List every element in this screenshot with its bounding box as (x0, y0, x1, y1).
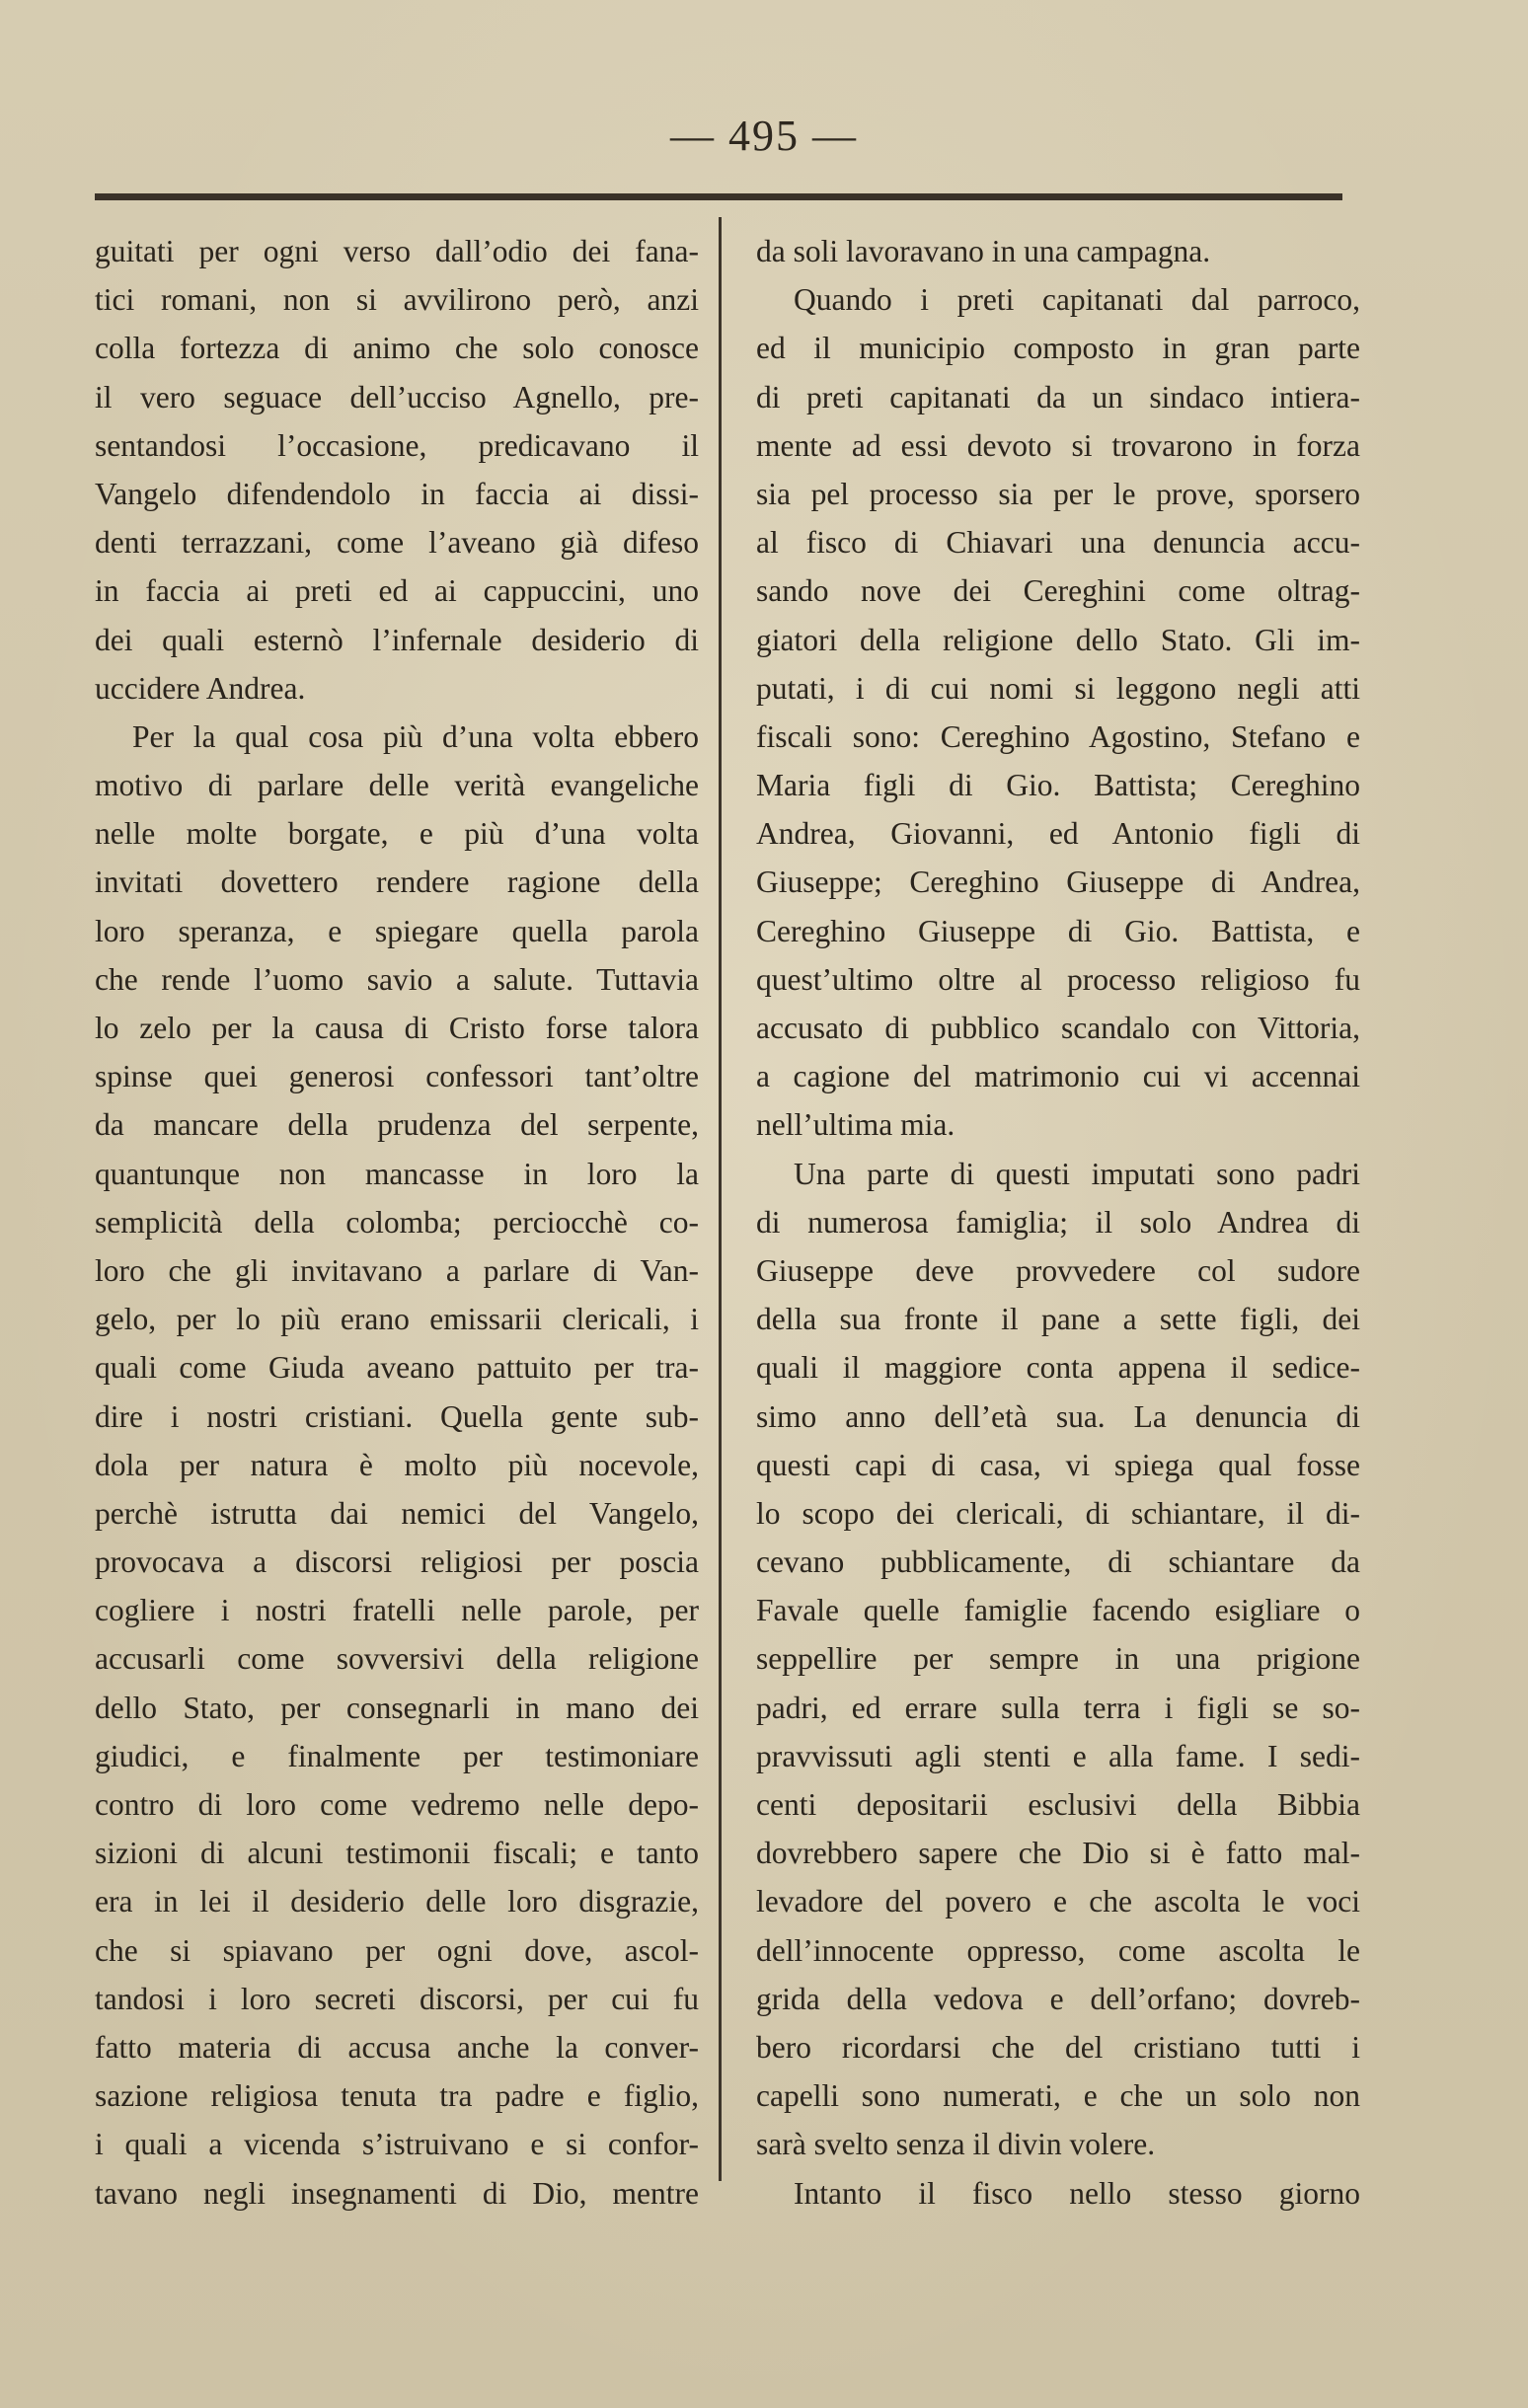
text-line: centi depositarii esclusivi della Bibbia (756, 1787, 1360, 1822)
text-line: sia pel processo sia per le prove, sporsero (756, 476, 1360, 511)
text-line: Maria figli di Gio. Battista; Cereghino (756, 768, 1360, 803)
text-line: a cagione del matrimonio cui vi accennai (756, 1059, 1360, 1094)
text-line: sentandosi l’occasione, predicavano il (95, 427, 699, 463)
text-line: di preti capitanati da un sindaco intiera- (756, 379, 1360, 414)
text-line: questi capi di casa, vi spiega qual fosse (756, 1447, 1360, 1482)
text-line: gelo, per lo più erano emissarii clericali, i (95, 1302, 699, 1337)
text-line: da soli lavoravano in una campagna. (756, 234, 1211, 268)
text-line: sarà svelto senza il divin volere. (756, 2127, 1156, 2162)
text-line: invitati dovettero rendere ragione della (95, 865, 699, 900)
text-line: colla fortezza di animo che solo conosce (95, 331, 699, 366)
text-line: nelle molte borgate, e più d’una volta (95, 816, 699, 852)
text-line: il vero seguace dell’ucciso Agnello, pre- (95, 379, 699, 414)
right-text-column (756, 227, 1360, 2211)
text-line: quali il maggiore conta appena il sedice- (756, 1350, 1360, 1386)
text-line: della sua fronte il pane a sette figli, dei (756, 1302, 1360, 1337)
text-line: cevano pubblicamente, di schiantare da (756, 1544, 1360, 1580)
text-line: Cereghino Giuseppe di Gio. Battista, e (756, 913, 1360, 948)
text-line: uccidere Andrea. (95, 670, 306, 706)
text-line: capelli sono numerati, e che un solo non (756, 2078, 1360, 2114)
text-line: accusarli come sovversivi della religione (95, 1641, 699, 1677)
text-line: Favale quelle famiglie facendo esigliare o (756, 1593, 1360, 1628)
text-line: grida della vedova e dell’orfano; dovreb- (756, 1981, 1360, 2016)
text-line: era in lei il desiderio delle loro disgrazie, (95, 1884, 699, 1919)
text-line: dello Stato, per consegnarli in mano dei (95, 1690, 699, 1725)
text-line: simo anno dell’età sua. La denuncia di (756, 1398, 1360, 1434)
text-line: dei quali esternò l’infernale desiderio di (95, 622, 699, 657)
text-line: provocava a discorsi religiosi per poscia (95, 1544, 699, 1580)
text-line: Intanto il fisco nello stesso giorno (794, 2175, 1360, 2211)
text-line: Giuseppe deve provvedere col sudore (756, 1252, 1360, 1288)
text-line: perchè istrutta dai nemici del Vangelo, (95, 1495, 699, 1531)
text-line: mente ad essi devoto si trovarono in forza (756, 427, 1360, 463)
text-line: tavano negli insegnamenti di Dio, mentre (95, 2175, 699, 2211)
text-line: in faccia ai preti ed ai cappuccini, uno (95, 573, 699, 609)
text-line: loro che gli invitavano a parlare di Van- (95, 1252, 699, 1288)
text-line: i quali a vicenda s’istruivano e si confor- (95, 2127, 699, 2162)
text-line: quest’ultimo oltre al processo religioso fu (756, 961, 1360, 997)
text-line: fiscali sono: Cereghino Agostino, Stefano e (756, 718, 1360, 754)
text-line: Per la qual cosa più d’una volta ebbero (132, 718, 699, 754)
text-line: che rende l’uomo savio a salute. Tuttavia (95, 961, 699, 997)
text-line: semplicità della colomba; perciocchè co- (95, 1204, 699, 1240)
text-line: Andrea, Giovanni, ed Antonio figli di (756, 816, 1360, 852)
text-line: motivo di parlare delle verità evangeliche (95, 768, 699, 803)
text-line: bero ricordarsi che del cristiano tutti i (756, 2029, 1360, 2065)
text-line: Giuseppe; Cereghino Giuseppe di Andrea, (756, 865, 1360, 900)
text-line: sizioni di alcuni testimonii fiscali; e tanto (95, 1836, 699, 1871)
text-line: Quando i preti capitanati dal parroco, (794, 282, 1360, 318)
text-line: levadore del povero e che ascolta le voci (756, 1884, 1360, 1919)
text-line: nell’ultima mia. (756, 1107, 955, 1143)
text-line: che si spiavano per ogni dove, ascol- (95, 1932, 699, 1968)
text-line: quali come Giuda aveano pattuito per tra- (95, 1350, 699, 1386)
text-line: sando nove dei Cereghini come oltrag- (756, 573, 1360, 609)
text-line: accusato di pubblico scandalo con Vittoria, (756, 1011, 1360, 1045)
text-line: di numerosa famiglia; il solo Andrea di (756, 1204, 1360, 1240)
text-line: sazione religiosa tenuta tra padre e figlio, (95, 2078, 699, 2114)
text-line: tici romani, non si avvilirono però, anzi (95, 282, 699, 318)
text-line: cogliere i nostri fratelli nelle parole, per (95, 1593, 699, 1628)
text-line: loro speranza, e spiegare quella parola (95, 913, 699, 948)
text-line: dola per natura è molto più nocevole, (95, 1447, 699, 1482)
text-line: da mancare della prudenza del serpente, (95, 1107, 699, 1143)
text-line: dovrebbero sapere che Dio si è fatto mal- (756, 1836, 1360, 1871)
left-text-column (95, 227, 699, 2211)
text-line: putati, i di cui nomi si leggono negli atti (756, 670, 1360, 706)
text-line: al fisco di Chiavari una denuncia accu- (756, 525, 1360, 561)
text-line: quantunque non mancasse in loro la (95, 1156, 699, 1191)
header-rule (95, 193, 1342, 200)
text-line: pravvissuti agli stenti e alla fame. I sedi- (756, 1738, 1360, 1773)
text-line: lo zelo per la causa di Cristo forse talora (95, 1011, 699, 1045)
text-line: seppellire per sempre in una prigione (756, 1641, 1360, 1677)
text-line: Una parte di questi imputati sono padri (794, 1156, 1360, 1191)
text-line: spinse quei generosi confessori tant’oltre (95, 1059, 699, 1094)
text-line: denti terrazzani, come l’aveano già difeso (95, 525, 699, 561)
text-line: giudici, e finalmente per testimoniare (95, 1738, 699, 1773)
text-line: dell’innocente oppresso, come ascolta le (756, 1932, 1360, 1968)
page-number: — 495 — (670, 112, 858, 160)
text-line: contro di loro come vedremo nelle depo- (95, 1787, 699, 1822)
text-line: dire i nostri cristiani. Quella gente sub- (95, 1398, 699, 1434)
text-line: Vangelo difendendolo in faccia ai dissi- (95, 476, 699, 511)
text-line: giatori della religione dello Stato. Gli im- (756, 622, 1360, 657)
text-line: guitati per ogni verso dall’odio dei fana- (95, 234, 699, 268)
text-line: tandosi i loro secreti discorsi, per cui fu (95, 1981, 699, 2016)
text-line: ed il municipio composto in gran parte (756, 331, 1360, 366)
text-line: lo scopo dei clericali, di schiantare, il di- (756, 1495, 1360, 1531)
text-line: fatto materia di accusa anche la conver- (95, 2029, 699, 2065)
text-line: padri, ed errare sulla terra i figli se so- (756, 1690, 1360, 1725)
column-divider (719, 217, 722, 2181)
